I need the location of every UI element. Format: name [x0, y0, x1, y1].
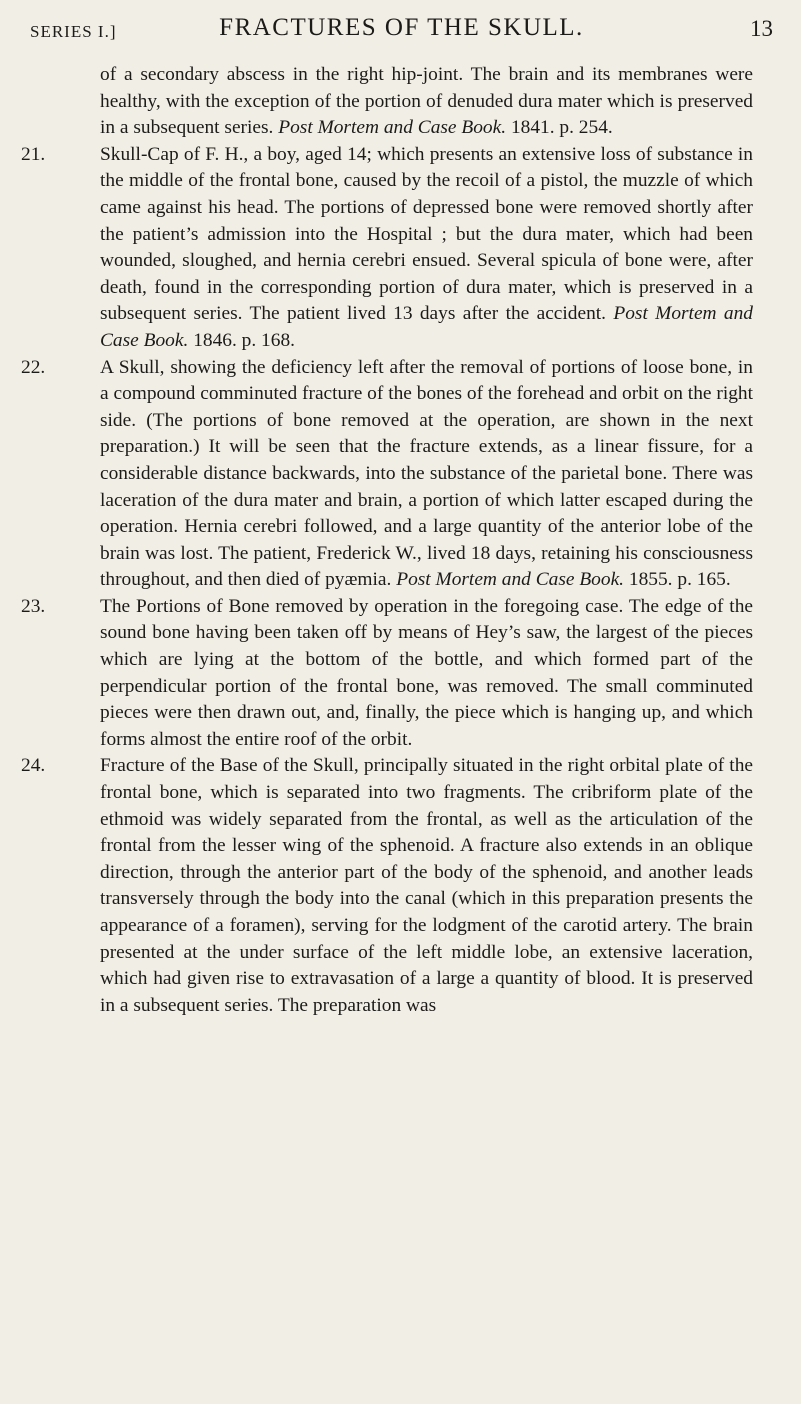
entry-number: 24. — [21, 755, 46, 777]
body-text — [21, 62, 753, 1019]
reference-title: Post Mortem and Case Book. — [278, 117, 507, 139]
entry-24 — [21, 753, 753, 1019]
series-label: SERIES I.] — [30, 22, 117, 41]
running-header — [30, 12, 773, 46]
page-number: 13 — [750, 16, 773, 41]
entry-21 — [21, 142, 753, 355]
entry-text: Fracture of the Base of the Skull, principally situated in the right orbital plate of the frontal bone, which is separated into two fragments. The cribriform plate of the ethmoid was widely separated from the frontal, as well as the articulation of the frontal from the lesser wing of the sphenoid. A fracture also extends in an oblique direction, through the anterior part of the body of the sphenoid, and another leads transversely through the body into the canal (which in this preparation presents the appearance of a foramen), serving for the lodgment of the carotid artery. The brain presented at the under surface of the left middle lobe, an extensive laceration, which had given rise to extravasation of a large a quantity of blood. It is preserved in a subsequent series. The preparation was — [100, 755, 753, 1016]
reference-title: Post Mortem and Case Book. — [100, 303, 753, 351]
entry-number: 22. — [21, 356, 46, 378]
entry-text: A Skull, showing the deficiency left after the removal of portions of loose bone, in a compound comminuted fracture of the bones of the forehead and orbit on the right side. (The portions of bone removed at the operation, are shown in the next preparation.) It will be seen that the fracture extends, as a linear fissure, for a considerable distance backwards, into the substance of the parietal bone. There was laceration of the dura mater and brain, a portion of which latter escaped during the operation. Hernia cerebri followed, and a large quantity of the anterior lobe of the brain was lost. The patient, Frederick W., lived 18 days, retaining his consciousness throughout, and then died of pyæmia. — [100, 356, 753, 591]
reference-title: Post Mortem and Case Book. — [396, 569, 625, 591]
reference-details: 1846. p. 168. — [193, 329, 295, 351]
entry-number: 23. — [21, 595, 46, 617]
entry-number: 21. — [21, 143, 46, 165]
reference-details: 1855. p. 165. — [628, 569, 731, 591]
page-title: FRACTURES OF THE SKULL. — [219, 14, 584, 41]
entry-23 — [21, 594, 753, 754]
entry-text: Skull-Cap of F. H., a boy, aged 14; which presents an extensive loss of substance in the middle of the frontal bone, caused by the recoil of a pistol, the muzzle of which came against his head. The portions of depressed bone were removed shortly after the patient’s admission into the Hospital ; but the dura mater, which had been wounded, sloughed, and hernia cerebri ensued. Several spicula of bone were, after death, found in the corresponding portion of dura mater, which is preserved in a subsequent series. The patient lived 13 days after the accident. — [100, 143, 753, 325]
entry-text: of a secondary abscess in the right hip-joint. The brain and its membranes were healthy, with the exception of the portion of denuded dura mater which is preserved in a subsequent series. — [100, 64, 753, 139]
reference-details: 1841. p. 254. — [510, 117, 613, 139]
entry-text: The Portions of Bone removed by operation in the foregoing case. The edge of the sound bone having been taken off by means of Hey’s saw, the largest of the pieces which are lying at the bottom of the bottle, and which formed part of the perpendicular portion of the frontal bone, was removed. The small comminuted pieces were then drawn out, and, finally, the piece which is hanging up, and which forms almost the entire roof of the orbit. — [100, 595, 753, 750]
entry-continuation — [100, 62, 753, 142]
entry-22 — [21, 355, 753, 594]
